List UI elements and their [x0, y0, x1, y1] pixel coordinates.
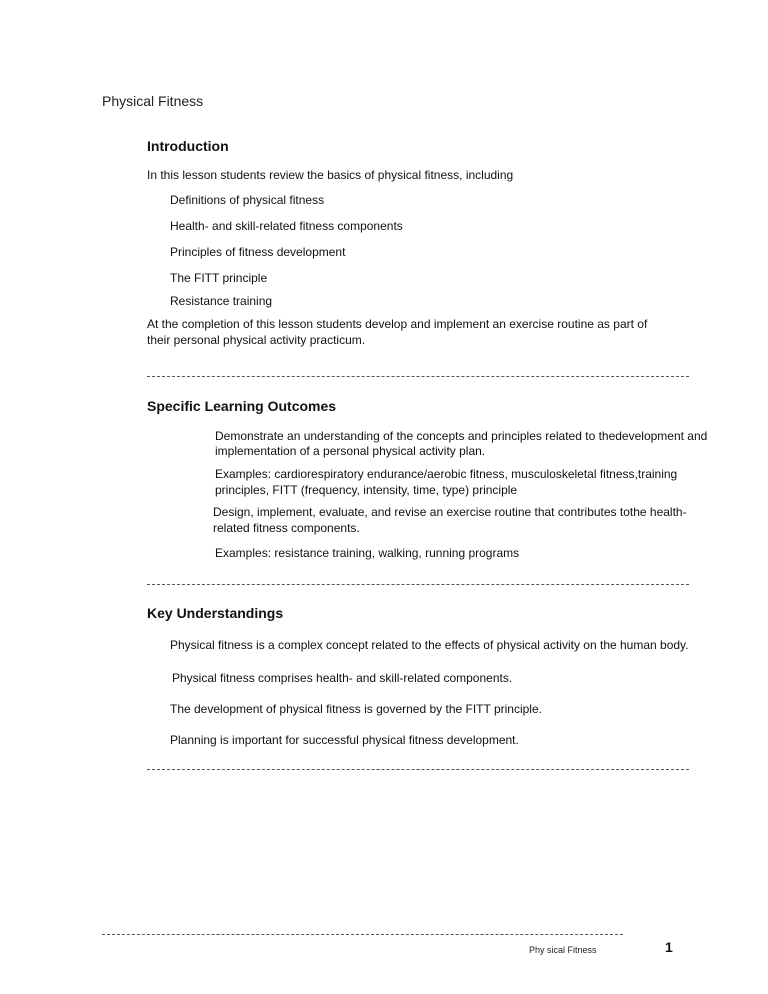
section-divider	[147, 584, 689, 585]
understanding-item: Physical fitness is a complex concept related to the effects of physical activity on the human body.	[170, 638, 689, 652]
introduction-heading: Introduction	[147, 138, 229, 154]
topic-item: Resistance training	[170, 294, 273, 308]
completion-line-2: their personal physical activity practicum.	[147, 333, 366, 347]
outcome-item-continuation: principles, FITT (frequency, intensity, time, type) principle	[215, 483, 518, 497]
outcome-item: Examples: resistance training, walking, running programs	[215, 546, 520, 560]
topic-item: Health- and skill-related fitness components	[170, 219, 403, 233]
outcome-item: Demonstrate an understanding of the concepts and principles related to thedevelopment and	[215, 429, 708, 443]
topic-item: Principles of fitness development	[170, 245, 346, 259]
topic-item: The FITT principle	[170, 271, 268, 285]
footer-label: Phy sical Fitness	[529, 945, 597, 955]
understanding-item: Physical fitness comprises health- and skill-related components.	[172, 671, 513, 685]
understanding-item: Planning is important for successful physical fitness development.	[170, 733, 519, 747]
understanding-item: The development of physical fitness is governed by the FITT principle.	[170, 702, 542, 716]
outcomes-heading: Specific Learning Outcomes	[147, 398, 337, 414]
topic-item: Definitions of physical fitness	[170, 193, 325, 207]
introduction-lead: In this lesson students review the basics of physical fitness, including	[147, 168, 514, 182]
outcome-item-continuation: implementation of a personal physical activity plan.	[215, 444, 486, 458]
understandings-heading: Key Understandings	[147, 605, 284, 621]
section-divider	[147, 376, 689, 377]
page-title: Physical Fitness	[102, 93, 204, 109]
section-divider	[147, 769, 689, 770]
outcome-item-continuation: related fitness components.	[213, 521, 360, 535]
completion-line-1: At the completion of this lesson students develop and implement an exercise routine as part of	[147, 317, 648, 331]
outcome-item: Design, implement, evaluate, and revise an exercise routine that contributes tothe health-	[213, 505, 687, 519]
footer-rule	[102, 934, 623, 935]
outcome-item: Examples: cardiorespiratory endurance/aerobic fitness, musculoskeletal fitness,training	[215, 467, 678, 481]
page-number: 1	[665, 939, 673, 955]
